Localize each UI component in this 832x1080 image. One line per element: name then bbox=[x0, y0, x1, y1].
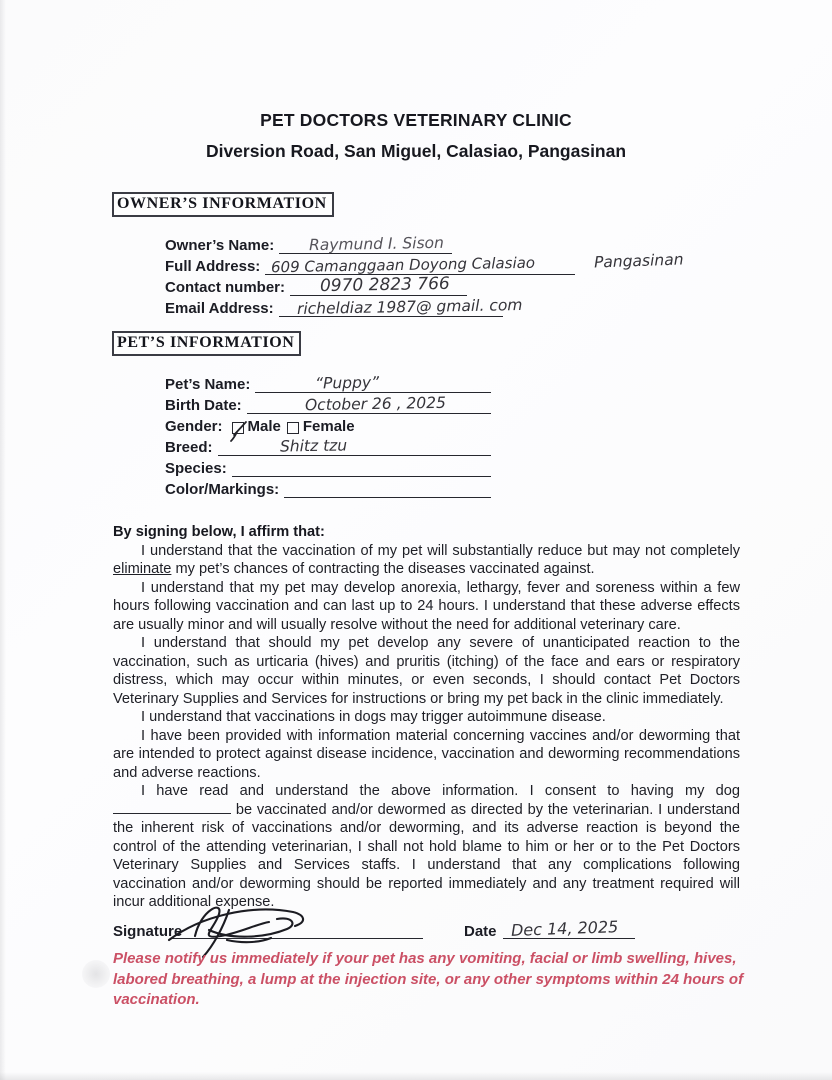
pet-species-row bbox=[165, 456, 491, 477]
pet-breed-value: Shitz tzu bbox=[279, 436, 347, 456]
signature-area bbox=[113, 906, 743, 946]
p1-post-text: my pet’s chances of contracting the diseases vaccinated against. bbox=[171, 561, 595, 577]
owner-fields bbox=[165, 233, 575, 317]
owner-contact-line bbox=[290, 273, 467, 297]
owner-email-line bbox=[279, 296, 523, 318]
owner-address-value: 609 Camanggaan Doyong Calasiao bbox=[271, 253, 536, 277]
p6-pre-text: I have read and understand the above information. I consent to having my dog bbox=[141, 783, 740, 799]
affirmation-paragraph-6 bbox=[113, 782, 740, 912]
pet-breed-line bbox=[218, 437, 491, 456]
pet-breed-label: Breed: bbox=[165, 439, 213, 456]
female-checkbox bbox=[287, 422, 299, 434]
owner-address-line bbox=[265, 253, 575, 277]
clinic-name: PET DOCTORS VETERINARY CLINIC bbox=[260, 110, 572, 130]
owner-name-line bbox=[279, 235, 452, 254]
male-checkbox bbox=[232, 422, 244, 434]
owner-address-label: Full Address: bbox=[165, 258, 261, 275]
owner-address-row bbox=[165, 254, 575, 275]
owner-section-title: OWNER’S INFORMATION bbox=[112, 192, 334, 217]
affirmation-paragraph-2: I understand that my pet may develop anorexia, lethargy, fever and soreness within a few hours following vaccination and can last up to 24 hours. I understand that these adverse effects are usually minor and will usually resolve without the need for additional veterinary care. bbox=[113, 579, 740, 633]
owner-name-row bbox=[165, 233, 452, 254]
owner-email-value: richeldiaz 1987@ gmail. com bbox=[296, 296, 523, 318]
clinic-address: Diversion Road, San Miguel, Calasiao, Pangasinan bbox=[205, 141, 627, 161]
pet-color-line bbox=[284, 479, 491, 498]
pet-section-title: PET’S INFORMATION bbox=[112, 331, 301, 356]
affirmation-section bbox=[113, 523, 740, 912]
eliminate-underlined-word: eliminate bbox=[113, 561, 172, 577]
owner-contact-value: 0970 2823 766 bbox=[319, 273, 450, 297]
pet-birthdate-line bbox=[247, 395, 491, 414]
affirmation-paragraph-5: I have been provided with information material concerning vaccines and/or deworming that are intended to protect against disease incidence, vaccination and deworming recommendations and adverse reactions. bbox=[113, 727, 740, 781]
consent-dog-name-blank bbox=[113, 801, 231, 814]
post-vaccination-notice: Please notify us immediately if your pet has any vomiting, facial or limb swelling, hives, labored breathing, a lump at the injection site, or any other symptoms within 24 hours of vaccination. bbox=[113, 950, 744, 1008]
pet-birthdate-label: Birth Date: bbox=[165, 397, 242, 414]
male-label: Male bbox=[247, 418, 281, 435]
scan-smudge-artifact bbox=[82, 960, 110, 988]
female-label: Female bbox=[302, 418, 355, 435]
pet-name-line bbox=[255, 374, 491, 393]
date-value: Dec 14, 2025 bbox=[510, 917, 619, 940]
affirmation-paragraph-4: I understand that vaccinations in dogs may trigger autoimmune disease. bbox=[141, 709, 606, 725]
owner-contact-row bbox=[165, 275, 467, 296]
p6-post-text: be vaccinated and/or dewormed as directed by the veterinarian. I understand the inherent risk of vaccinations and/or deworming, and its adverse reaction is beyond the control of the attending veterinarian, I shall not hold blame to him or her or to the Pet Doctors Veterinary Supplies and Services staffs. I understand that any complications following vaccination and/or deworming should be reported immediately and any treatment required will incur additional expense. bbox=[113, 801, 740, 910]
owner-email-row bbox=[165, 296, 523, 318]
pet-color-row bbox=[165, 477, 491, 498]
pet-color-label: Color/Markings: bbox=[165, 481, 280, 498]
owner-name-value: Raymund I. Sison bbox=[309, 233, 445, 255]
pet-breed-row bbox=[165, 435, 491, 456]
pet-name-label: Pet’s Name: bbox=[165, 376, 251, 393]
signature-label: Signature bbox=[113, 923, 183, 940]
owner-email-label: Email Address: bbox=[165, 300, 274, 317]
pet-birthdate-row bbox=[165, 393, 491, 414]
affirmation-paragraph-1 bbox=[113, 542, 740, 579]
pet-name-row bbox=[165, 372, 491, 393]
pet-gender-row bbox=[165, 414, 491, 435]
affirmation-heading: By signing below, I affirm that: bbox=[113, 524, 325, 540]
pet-name-value: “Puppy” bbox=[315, 373, 380, 393]
pet-fields bbox=[165, 372, 491, 498]
affirmation-paragraph-3: I understand that should my pet develop any severe of unanticipated reaction to the vaccination, such as urticaria (hives) and pruritis (itching) of the face and ears or respiratory distress, which may occur within minutes, or even seconds, I should contact Pet Doctors Veterinary Supplies and Services for instructions or bring my pet back in the clinic immediately. bbox=[113, 635, 740, 707]
owner-address-overflow-value: Pangasinan bbox=[593, 250, 684, 272]
pet-birthdate-value: October 26 , 2025 bbox=[304, 393, 446, 415]
pet-species-line bbox=[232, 458, 491, 477]
p1-pre-text: I understand that the vaccination of my pet will substantially reduce but may not completely bbox=[141, 542, 740, 559]
pet-gender-label: Gender: bbox=[165, 418, 223, 435]
pet-species-label: Species: bbox=[165, 460, 227, 477]
owner-name-label: Owner’s Name: bbox=[165, 237, 275, 254]
date-label: Date bbox=[464, 923, 497, 940]
owner-contact-label: Contact number: bbox=[165, 279, 285, 296]
